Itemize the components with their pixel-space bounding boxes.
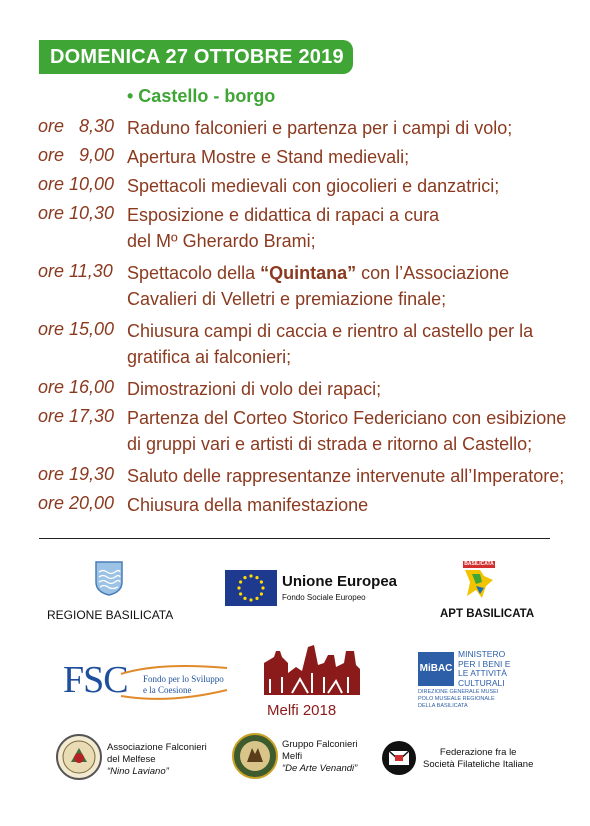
schedule-time: ore 16,00 bbox=[38, 377, 115, 397]
schedule-text: Spettacolo della “Quintana” con l’Associazione Cavalieri di Velletri e premiazione finale; bbox=[127, 263, 510, 309]
eu-logo bbox=[225, 570, 400, 608]
quintana-label: “Quintana” bbox=[260, 263, 357, 283]
schedule-text: Apertura Mostre e Stand medievali; bbox=[127, 147, 410, 167]
falconieri-seal-icon bbox=[55, 732, 103, 782]
divider bbox=[39, 538, 550, 539]
fsc-mark: FSC bbox=[63, 659, 128, 701]
schedule-time: ore 20,00 bbox=[38, 493, 115, 513]
schedule-text: Esposizione e didattica di rapaci a cura del Mº Gherardo Brami; bbox=[127, 205, 440, 251]
eu-subtitle: Fondo Sociale Europeo bbox=[282, 593, 366, 602]
regione-crest-icon bbox=[94, 560, 124, 596]
schedule-text: Dimostrazioni di volo dei rapaci; bbox=[127, 379, 382, 399]
federazione-filatelica-logo bbox=[381, 740, 551, 780]
mibac-title: MINISTERO PER I BENI E LE ATTIVITÀ CULTURALI bbox=[458, 649, 511, 688]
mibac-logo bbox=[418, 649, 548, 714]
schedule-time: ore 19,30 bbox=[38, 464, 115, 484]
apt-label: APT BASILICATA bbox=[440, 608, 535, 620]
regione-basilicata-logo bbox=[47, 560, 177, 626]
falconieri-melfese-text: Associazione Falconieri del Melfese “Nino Laviano” bbox=[107, 742, 207, 777]
schedule-time: ore 17,30 bbox=[38, 406, 115, 426]
apt-badge-label: BASILICATA bbox=[464, 561, 494, 567]
eu-flag-icon bbox=[225, 570, 277, 606]
mibac-subtitle: DIREZIONE GENERALE MUSEI POLO MUSEALE REGIONALE DELLA BASILICATA bbox=[418, 689, 499, 709]
schedule-text: Partenza del Corteo Storico Federiciano con esibizione di gruppi vari e artisti di strada e ritorno al Castello; bbox=[127, 408, 567, 454]
regione-label: REGIONE BASILICATA bbox=[47, 608, 174, 622]
fsc-logo bbox=[63, 656, 233, 706]
schedule-text: Raduno falconieri e partenza per i campi di volo; bbox=[127, 118, 513, 138]
melfi-label: Melfi 2018 bbox=[267, 702, 337, 719]
melfi-2018-logo bbox=[262, 643, 362, 723]
falconieri-melfi-text: Gruppo Falconieri Melfi “De Arte Venandi” bbox=[282, 739, 358, 774]
schedule-time: ore 15,00 bbox=[38, 319, 115, 339]
schedule-time: ore 10,00 bbox=[38, 174, 115, 194]
federazione-text: Federazione fra le Società Filateliche Italiane bbox=[423, 747, 534, 770]
schedule-text: Saluto delle rappresentanze intervenute all’Imperatore; bbox=[127, 466, 565, 486]
schedule-time: ore 9,00 bbox=[38, 145, 115, 165]
castle-silhouette-icon bbox=[262, 643, 362, 699]
location-heading: • Castello - borgo bbox=[127, 86, 276, 106]
falconieri-melfese-logo bbox=[55, 732, 207, 784]
schedule-time: ore 11,30 bbox=[38, 261, 113, 281]
date-banner: DOMENICA 27 OTTOBRE 2019 bbox=[39, 40, 353, 74]
eu-title: Unione Europea bbox=[282, 573, 398, 590]
envelope-seal-icon bbox=[381, 740, 417, 776]
falconieri-crest-icon bbox=[232, 730, 278, 782]
schedule-time: ore 8,30 bbox=[38, 116, 115, 136]
falconieri-melfi-logo bbox=[232, 730, 372, 784]
schedule-text: Chiusura della manifestazione bbox=[127, 495, 369, 515]
schedule-text: Spettacoli medievali con giocolieri e danzatrici; bbox=[127, 176, 500, 196]
schedule-time: ore 10,30 bbox=[38, 203, 115, 223]
apt-basilicata-logo bbox=[440, 560, 535, 626]
mibac-mark: MiBAC bbox=[418, 652, 454, 686]
fsc-subtitle: Fondo per lo Sviluppo e la Coesione bbox=[143, 674, 224, 695]
schedule-text: Chiusura campi di caccia e rientro al castello per la gratifica ai falconieri; bbox=[127, 321, 534, 367]
